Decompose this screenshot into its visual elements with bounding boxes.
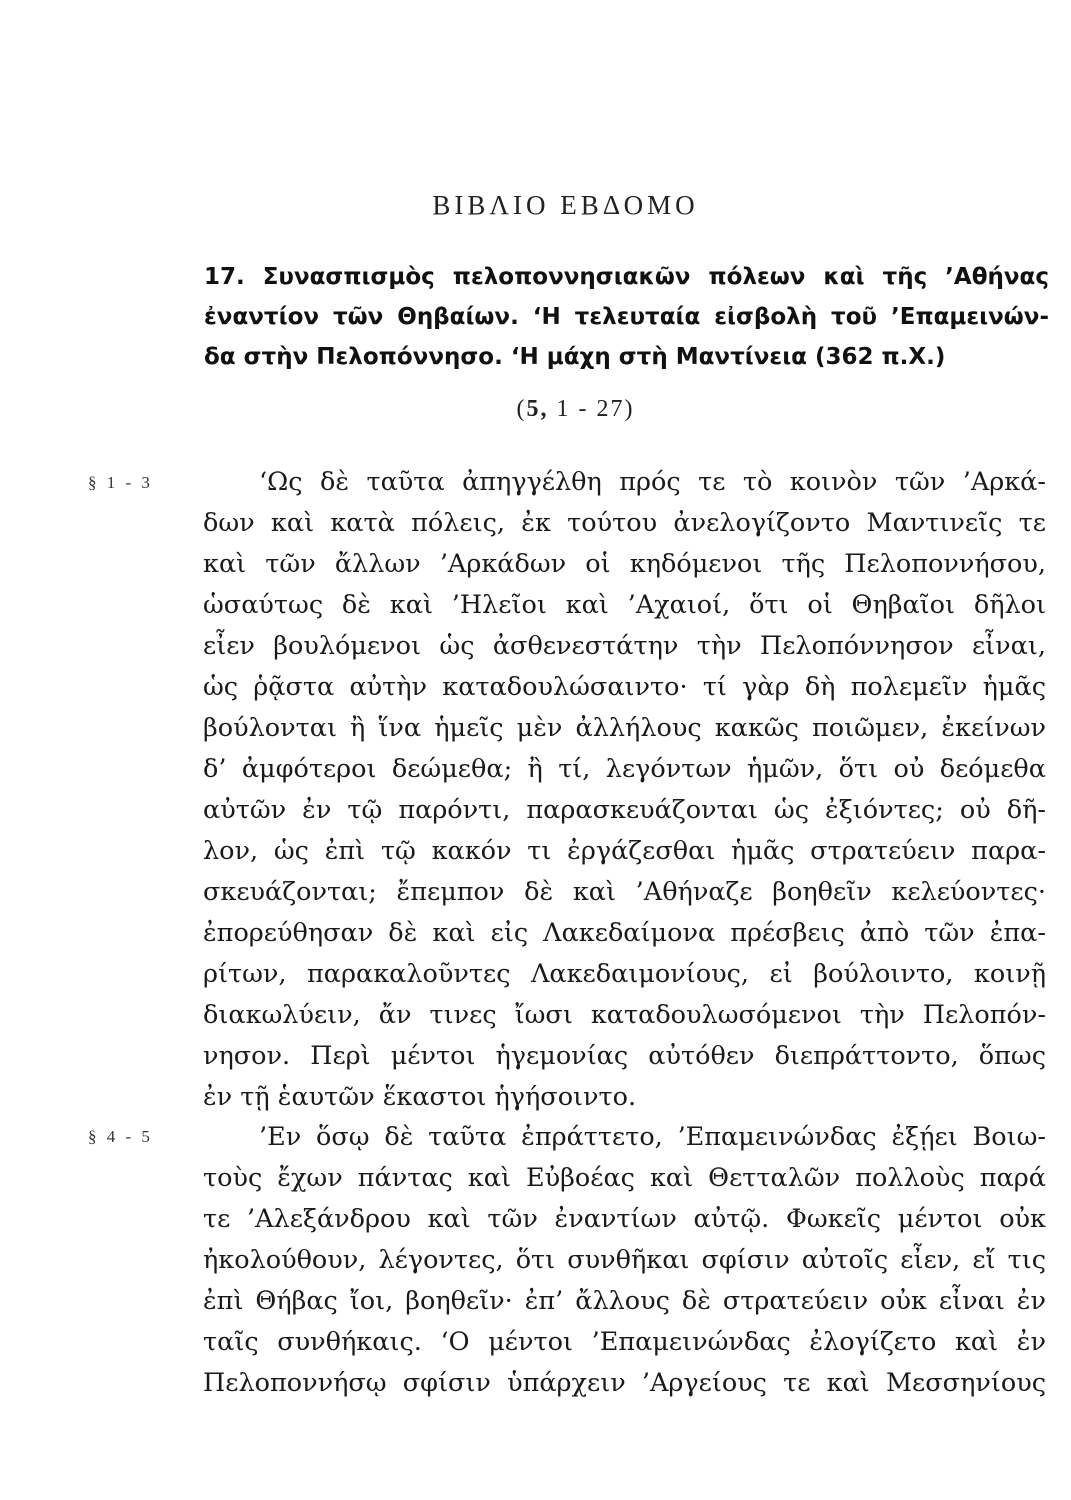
text-line: ’Εν ὅσῳ δὲ ταῦτα ἐπράττετο, ’Επαμεινώνδας ἐξῄει Βοιω-	[259, 1122, 1046, 1152]
running-head: ΒΙΒΛΙΟ ΕΒΔΟΜΟ	[432, 190, 699, 220]
text-line: ρίτων, παρακαλοῦντες Λακεδαιμονίους, εἰ βούλοιντο, κοινῇ	[203, 959, 1046, 989]
text-line: ταῖς συνθήκαις. ‘Ο μέντοι ’Επαμεινώνδας ἐλογίζετο καὶ ἐν	[203, 1327, 1046, 1357]
paragraph-2	[203, 1117, 1046, 1404]
section-reference	[0, 396, 1071, 423]
text-line: εἶεν βουλόμενοι ὡς ἀσθενεστάτην τὴν Πελοπόννησον εἶναι,	[203, 631, 1046, 661]
text-line: τε ’Αλεξάνδρου καὶ τῶν ἐναντίων αὐτῷ. Φωκεῖς μέντοι οὐκ	[203, 1204, 1046, 1234]
section-ref-book: 5,	[526, 396, 549, 422]
text-line: διακωλύειν, ἄν τινες ἴωσι καταδουλωσόμενοι τὴν Πελοπόν-	[203, 1000, 1046, 1030]
margin-section-label: § 4 - 5	[88, 1127, 153, 1146]
text-line: δων καὶ κατὰ πόλεις, ἐκ τούτου ἀνελογίζοντο Μαντινεῖς τε	[203, 508, 1046, 538]
chapter-heading	[204, 257, 1049, 377]
paragraph-1	[203, 462, 1046, 1118]
text-line: καὶ τῶν ἄλλων ’Αρκάδων οἱ κηδόμενοι τῆς Πελοποννήσου,	[203, 549, 1046, 579]
text-line: ‘Ως δὲ ταῦτα ἀπηγγέλθη πρός τε τὸ κοινὸν τῶν ’Αρκά-	[259, 467, 1046, 497]
chapter-heading-line: ἐναντίον τῶν Θηβαίων. ‘Η τελευταία εἰσβολὴ τοῦ ’Επαμεινών-	[204, 304, 1049, 330]
text-line: ὡς ῥᾷστα αὐτὴν καταδουλώσαιντο· τί γὰρ δὴ πολεμεῖν ἡμᾶς	[203, 672, 1046, 702]
text-line: σκευάζονται; ἔπεμπον δὲ καὶ ’Αθήναζε βοηθεῖν κελεύοντες·	[203, 877, 1046, 907]
chapter-heading-line: 17. Συνασπισμὸς πελοποννησιακῶν πόλεων καὶ τῆς ’Αθήνας	[204, 264, 1049, 290]
text-line: νησον. Περὶ μέντοι ἡγεμονίας αὐτόθεν διεπράττοντο, ὅπως	[203, 1041, 1046, 1071]
text-line: λον, ὡς ἐπὶ τῷ κακόν τι ἐργάζεσθαι ἡμᾶς στρατεύειν παρα-	[203, 836, 1046, 866]
text-line: ἐπορεύθησαν δὲ καὶ εἰς Λακεδαίμονα πρέσβεις ἀπὸ τῶν ἐπα-	[203, 918, 1046, 948]
section-ref-open: (	[516, 396, 527, 422]
text-line: Πελοποννήσῳ σφίσιν ὑπάρχειν ’Αργείους τε καὶ Μεσσηνίους	[203, 1368, 1046, 1398]
section-ref-close: )	[624, 396, 635, 422]
text-line: τοὺς ἔχων πάντας καὶ Εὐβοέας καὶ Θετταλῶν πολλοὺς παρά	[203, 1163, 1046, 1193]
section-ref-range: 1 - 27	[548, 396, 625, 422]
text-line: ἐν τῇ ἑαυτῶν ἕκαστοι ἡγήσοιντο.	[203, 1082, 637, 1112]
chapter-heading-line: δα στὴν Πελοπόννησο. ‘Η μάχη στὴ Μαντίνεια (362 π.Χ.)	[204, 344, 946, 370]
text-line: ἠκολούθουν, λέγοντες, ὅτι συνθῆκαι σφίσιν αὐτοῖς εἶεν, εἴ τις	[203, 1245, 1046, 1275]
text-line: βούλονται ἢ ἵνα ἡμεῖς μὲν ἀλλήλους κακῶς ποιῶμεν, ἐκείνων	[203, 713, 1046, 743]
text-line: δ’ ἀμφότεροι δεώμεθα; ἢ τί, λεγόντων ἡμῶν, ὅτι οὐ δεόμεθα	[203, 754, 1046, 784]
text-line: ἐπὶ Θήβας ἴοι, βοηθεῖν· ἐπ’ ἄλλους δὲ στρατεύειν οὐκ εἶναι ἐν	[203, 1286, 1046, 1316]
text-line: αὐτῶν ἐν τῷ παρόντι, παρασκευάζονται ὡς ἐξιόντες; οὐ δῆ-	[203, 795, 1046, 825]
margin-section-label: § 1 - 3	[88, 473, 153, 492]
text-line: ὡσαύτως δὲ καὶ ’Ηλεῖοι καὶ ’Αχαιοί, ὅτι οἱ Θηβαῖοι δῆλοι	[203, 590, 1046, 620]
